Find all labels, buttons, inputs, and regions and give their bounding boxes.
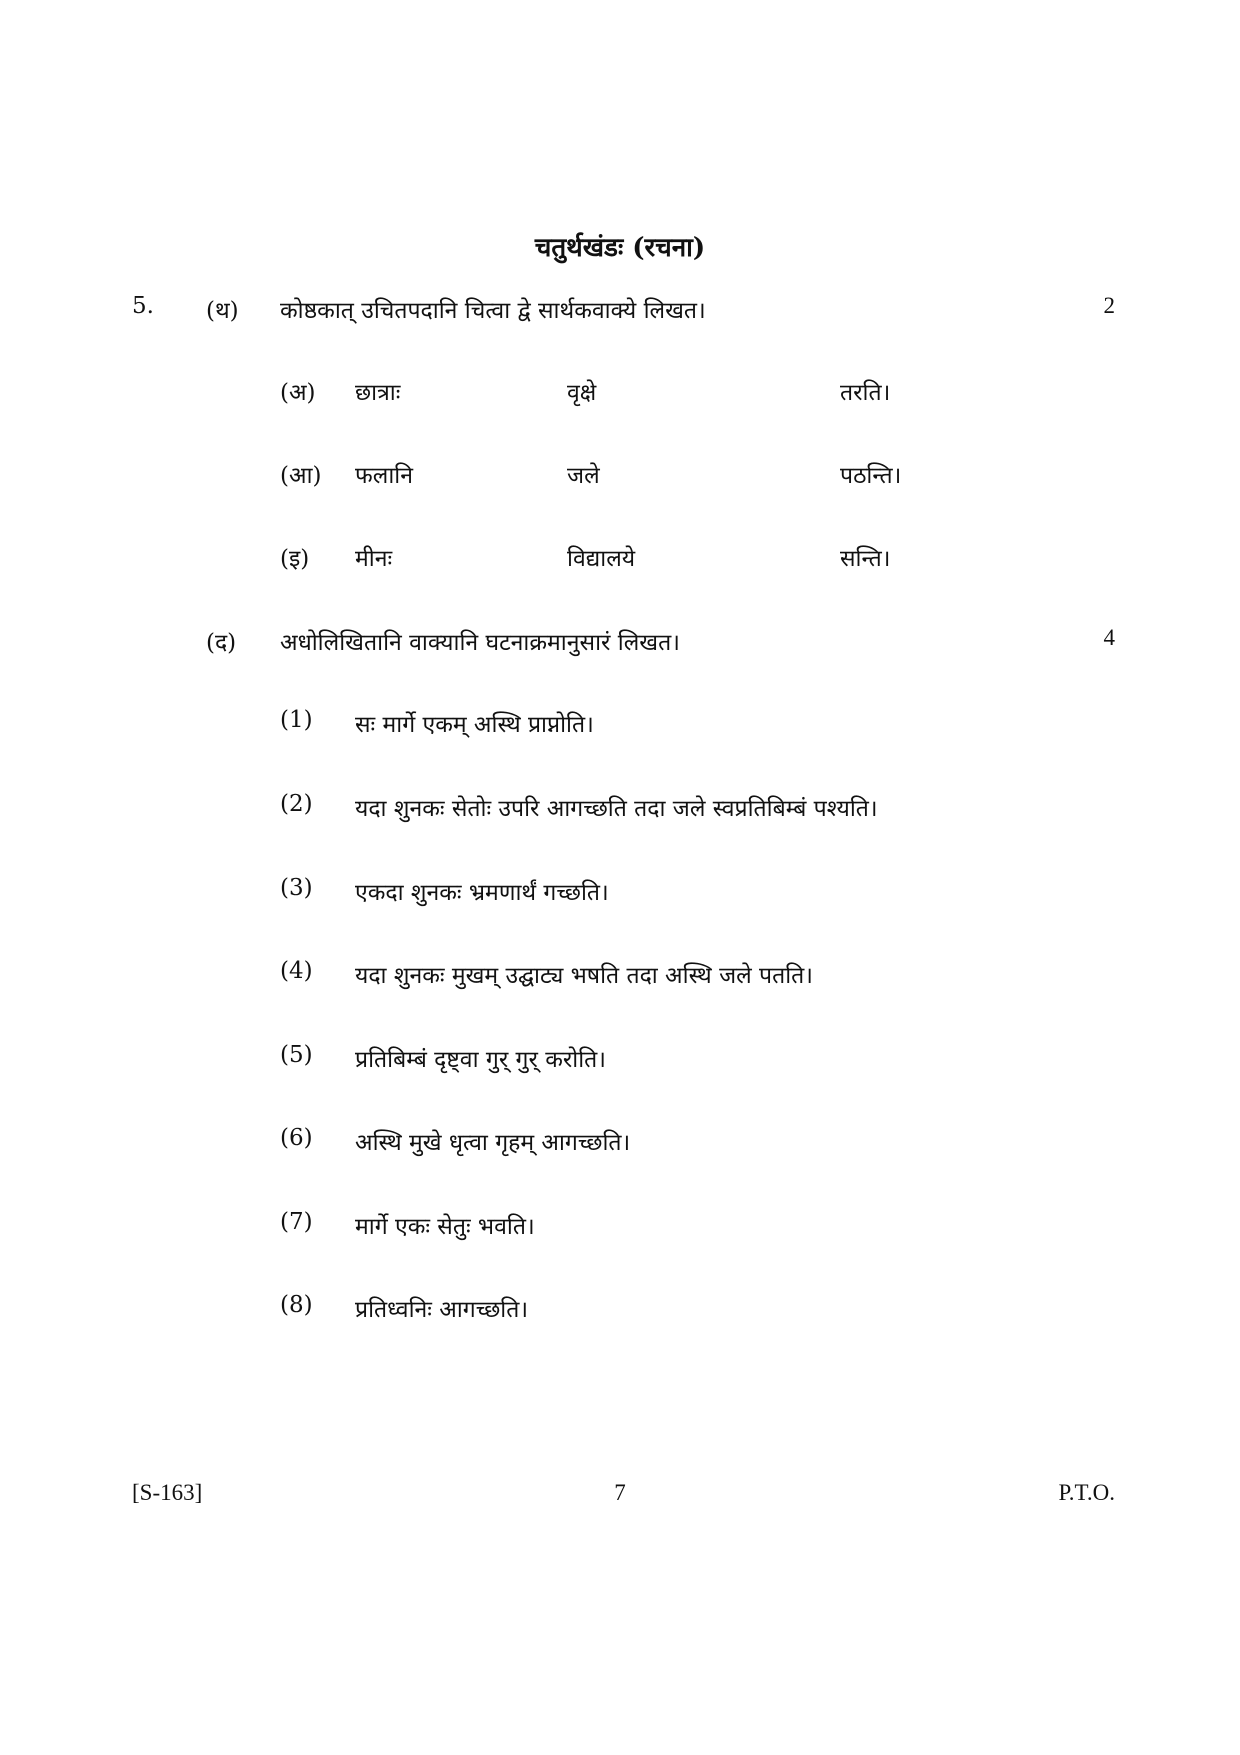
subpart-instruction-tha: कोष्ठकात् उचितपदानि चित्वा द्वे सार्थकवाक्ये लिखत। <box>280 298 706 324</box>
marks-tha: 2 <box>1103 293 1115 318</box>
marks-da: 4 <box>1103 625 1115 650</box>
option-row-col1: मीनः <box>355 546 393 572</box>
please-turn-over: P.T.O. <box>1058 1480 1115 1505</box>
page-number: 7 <box>614 1480 626 1505</box>
sentence-text: प्रतिबिम्बं दृष्ट्वा गुर् गुर् करोति। <box>355 1047 607 1073</box>
sentence-text: मार्गे एकः सेतुः भवति। <box>355 1214 535 1240</box>
option-row-col3: सन्ति। <box>840 546 891 572</box>
option-row-col1: फलानि <box>355 463 414 489</box>
sentence-marker: (1) <box>280 707 313 733</box>
sentence-text: यदा शुनकः मुखम् उद्घाट्य भषति तदा अस्थि जले पतति। <box>355 963 813 989</box>
option-row-col1: छात्राः <box>355 380 401 406</box>
sentence-text: प्रतिध्वनिः आगच्छति। <box>355 1297 529 1323</box>
sentence-text: एकदा शुनकः भ्रमणार्थं गच्छति। <box>355 880 609 906</box>
subpart-marker-tha: (थ) <box>206 298 239 324</box>
section-title: चतुर्थखंडः (रचना) <box>534 233 706 263</box>
option-row-col2: जले <box>567 463 600 489</box>
subpart-marker-da: (द) <box>206 630 237 656</box>
option-row-col3: पठन्ति। <box>840 463 902 489</box>
sentence-marker: (8) <box>280 1292 313 1318</box>
option-row-marker: (अ) <box>280 380 316 406</box>
sentence-marker: (6) <box>280 1125 313 1151</box>
sentence-marker: (4) <box>280 958 313 984</box>
option-row-col3: तरति। <box>840 380 891 406</box>
paper-code: [S-163] <box>132 1480 203 1505</box>
sentence-text: अस्थि मुखे धृत्वा गृहम् आगच्छति। <box>355 1130 631 1156</box>
subpart-instruction-da: अधोलिखितानि वाक्यानि घटनाक्रमानुसारं लिखत। <box>280 630 680 656</box>
sentence-marker: (7) <box>280 1209 313 1235</box>
option-row-marker: (आ) <box>280 463 322 489</box>
option-row-col2: वृक्षे <box>567 380 597 406</box>
sentence-text: सः मार्गे एकम् अस्थि प्राप्नोति। <box>355 712 594 738</box>
option-row-col2: विद्यालये <box>567 546 636 572</box>
sentence-marker: (2) <box>280 791 313 817</box>
option-row-marker: (इ) <box>280 546 310 572</box>
question-number: 5. <box>132 293 154 319</box>
sentence-marker: (5) <box>280 1042 313 1068</box>
sentence-marker: (3) <box>280 875 313 901</box>
sentence-text: यदा शुनकः सेतोः उपरि आगच्छति तदा जले स्वप्रतिबिम्बं पश्यति। <box>355 796 878 822</box>
